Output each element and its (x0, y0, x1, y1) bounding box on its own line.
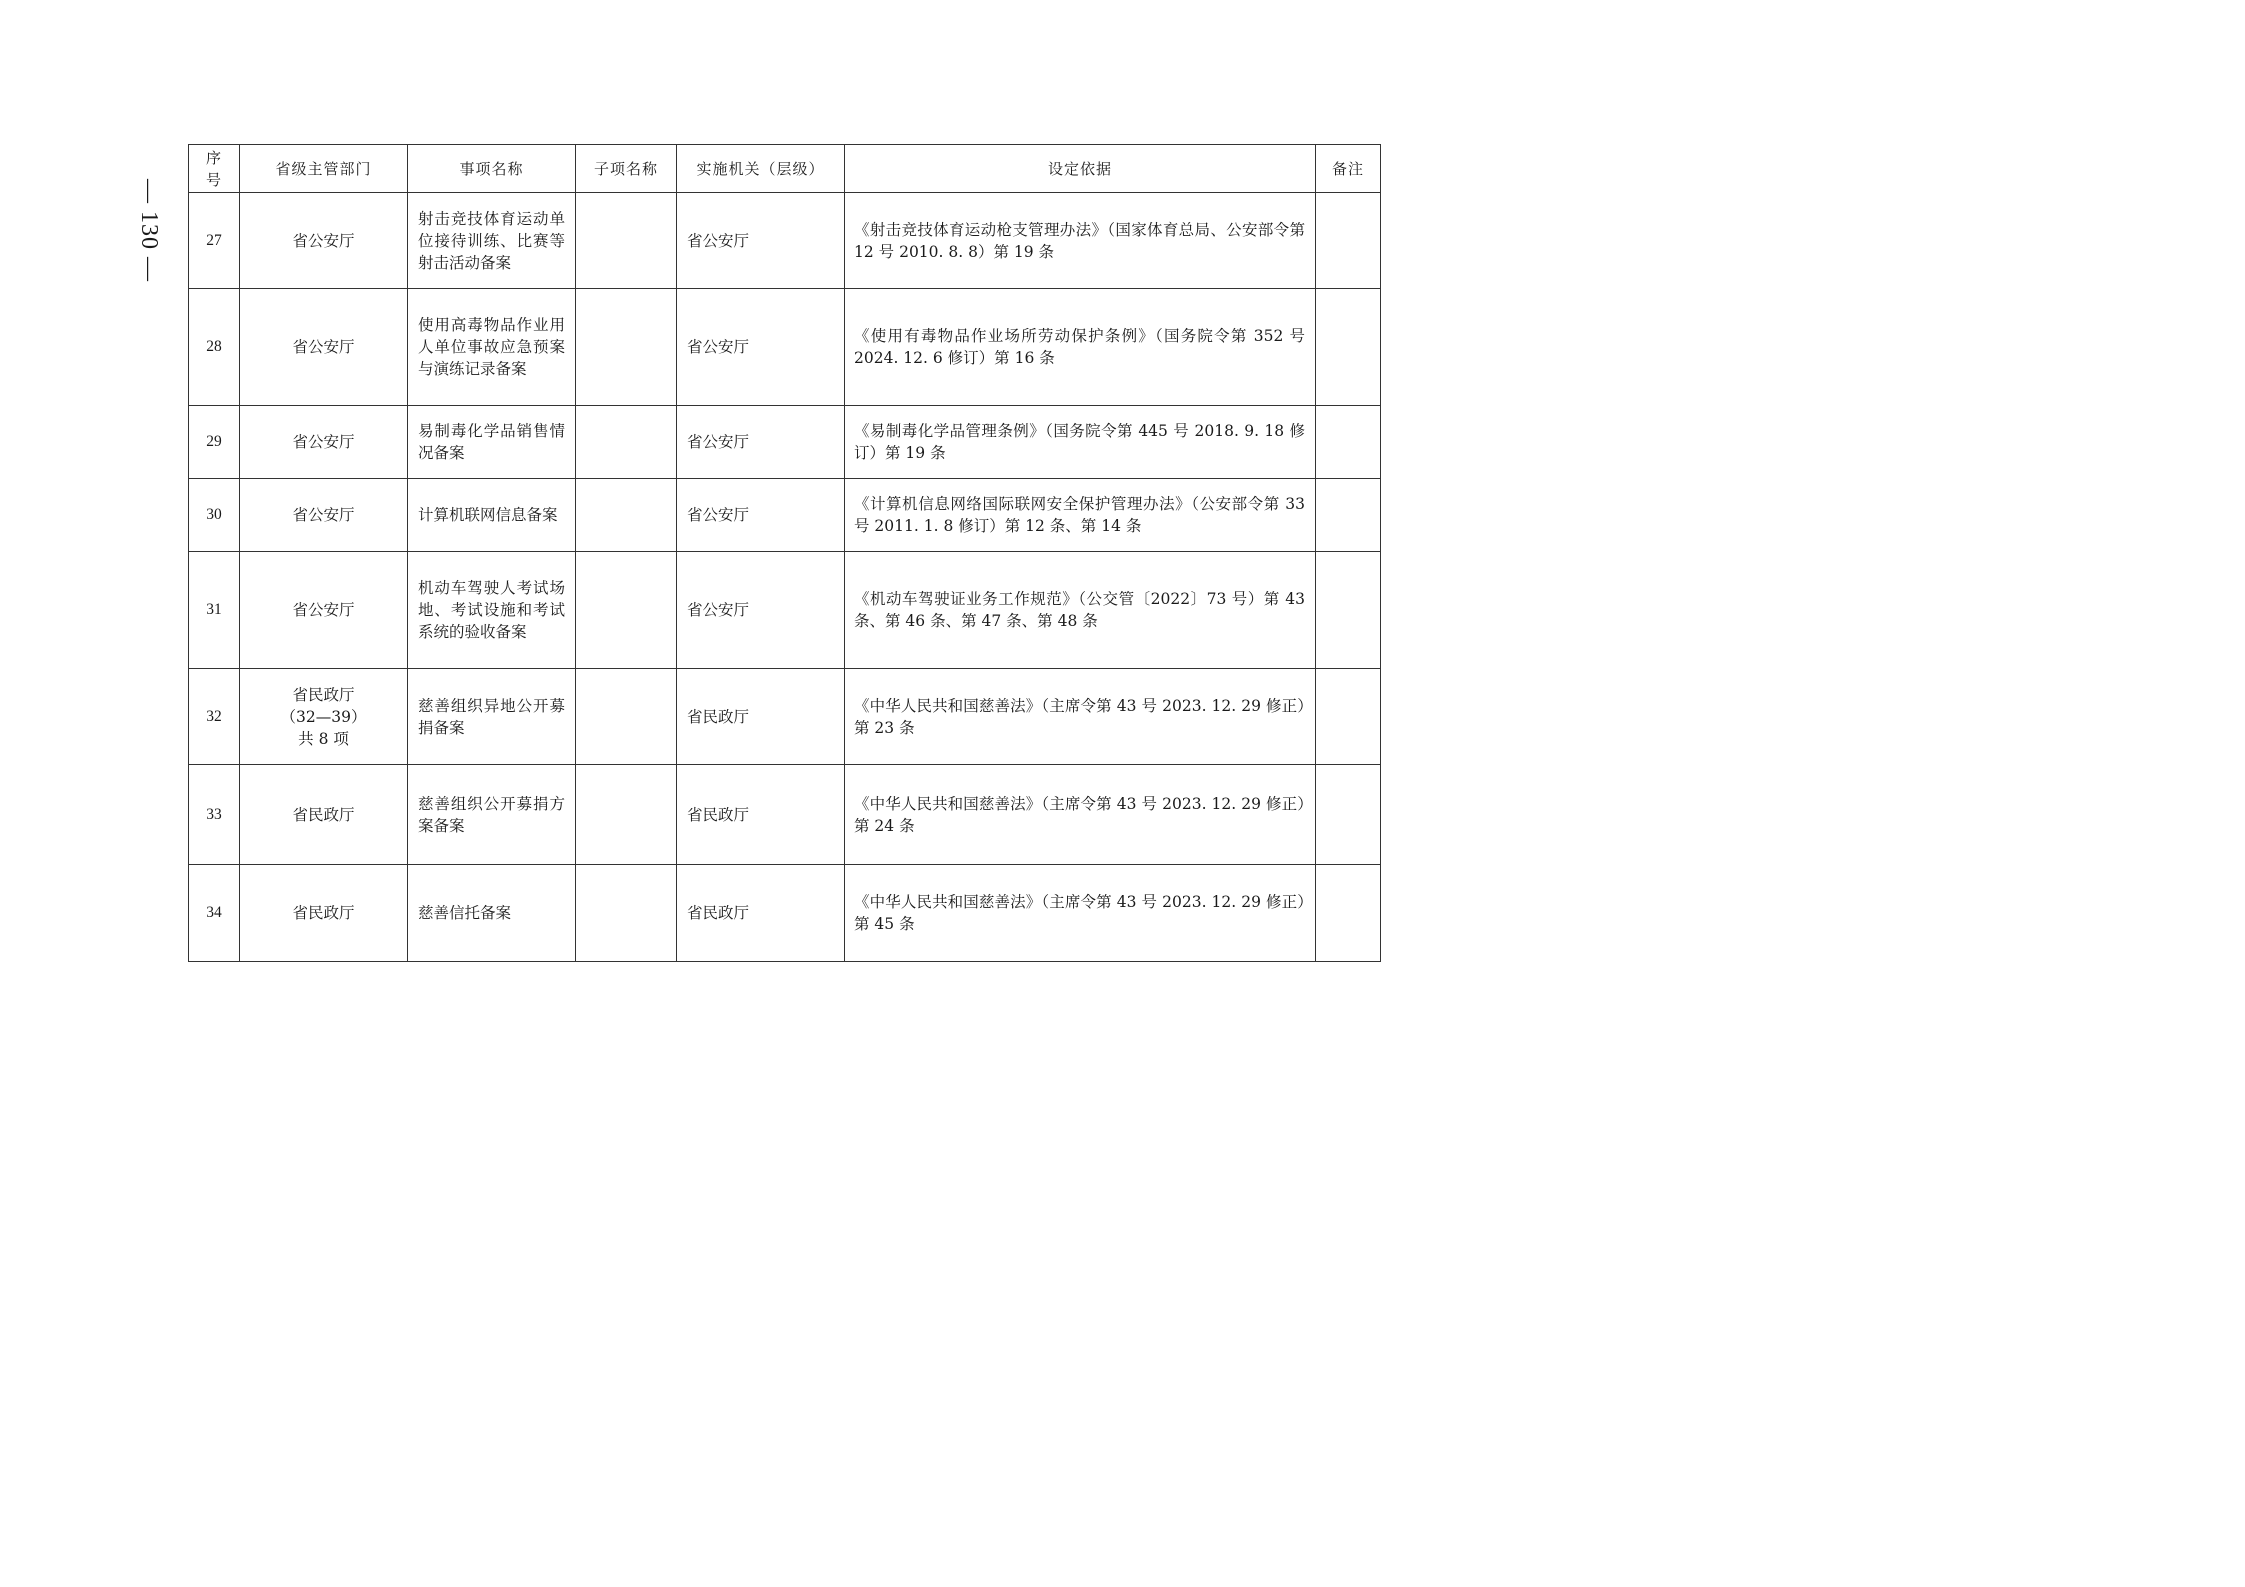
cell-note (1316, 669, 1381, 765)
table-row (189, 865, 1381, 962)
cell-dept: 省民政厅 (240, 765, 408, 865)
cell-dept-count: 共 8 项 (298, 729, 349, 748)
cell-dept: 省民政厅 (240, 865, 408, 962)
cell-note (1316, 289, 1381, 406)
cell-basis: 《使用有毒物品作业场所劳动保护条例》（国务院令第 352 号 2024. 12. 6 修订）第 16 条 (845, 289, 1316, 406)
cell-note (1316, 406, 1381, 479)
cell-seq: 29 (189, 406, 240, 479)
cell-dept-group (240, 669, 408, 765)
table-row (189, 479, 1381, 552)
table-row (189, 765, 1381, 865)
cell-item: 计算机联网信息备案 (408, 479, 576, 552)
cell-seq: 28 (189, 289, 240, 406)
table-header-row (189, 145, 1381, 193)
cell-basis: 《中华人民共和国慈善法》（主席令第 43 号 2023. 12. 29 修正）第 24 条 (845, 765, 1316, 865)
cell-basis: 《计算机信息网络国际联网安全保护管理办法》（公安部令第 33 号 2011. 1. 8 修订）第 12 条、第 14 条 (845, 479, 1316, 552)
cell-dept: 省公安厅 (240, 193, 408, 289)
header-dept: 省级主管部门 (240, 145, 408, 193)
cell-sub (576, 552, 677, 669)
table-row (189, 669, 1381, 765)
cell-basis: 《机动车驾驶证业务工作规范》（公交管〔2022〕73 号）第 43 条、第 46 条、第 47 条、第 48 条 (845, 552, 1316, 669)
cell-basis: 《易制毒化学品管理条例》（国务院令第 445 号 2018. 9. 18 修订）第 19 条 (845, 406, 1316, 479)
cell-note (1316, 552, 1381, 669)
cell-seq: 30 (189, 479, 240, 552)
cell-seq: 32 (189, 669, 240, 765)
header-note: 备注 (1316, 145, 1381, 193)
cell-agency: 省民政厅 (677, 765, 845, 865)
cell-dept: 省公安厅 (240, 479, 408, 552)
cell-sub (576, 865, 677, 962)
cell-agency: 省公安厅 (677, 289, 845, 406)
cell-sub (576, 193, 677, 289)
cell-dept: 省公安厅 (240, 552, 408, 669)
cell-note (1316, 865, 1381, 962)
cell-item: 慈善信托备案 (408, 865, 576, 962)
cell-sub (576, 669, 677, 765)
cell-note (1316, 765, 1381, 865)
cell-agency: 省公安厅 (677, 193, 845, 289)
items-table (188, 144, 1381, 962)
header-seq: 序号 (189, 145, 240, 193)
cell-item: 射击竞技体育运动单位接待训练、比赛等射击活动备案 (408, 193, 576, 289)
cell-item: 机动车驾驶人考试场地、考试设施和考试系统的验收备案 (408, 552, 576, 669)
cell-sub (576, 289, 677, 406)
cell-sub (576, 479, 677, 552)
cell-item: 慈善组织公开募捐方案备案 (408, 765, 576, 865)
header-basis: 设定依据 (845, 145, 1316, 193)
page-number (128, 172, 168, 288)
cell-dept: 省民政厅 (292, 685, 355, 704)
table-row (189, 552, 1381, 669)
cell-basis: 《射击竞技体育运动枪支管理办法》（国家体育总局、公安部令第 12 号 2010. 8. 8）第 19 条 (845, 193, 1316, 289)
header-agency: 实施机关（层级） (677, 145, 845, 193)
cell-seq: 31 (189, 552, 240, 669)
cell-basis: 《中华人民共和国慈善法》（主席令第 43 号 2023. 12. 29 修正）第 23 条 (845, 669, 1316, 765)
table-row (189, 406, 1381, 479)
cell-note (1316, 479, 1381, 552)
header-sub: 子项名称 (576, 145, 677, 193)
table-row (189, 193, 1381, 289)
page-number-text: — 130 — (135, 178, 162, 282)
cell-item: 使用高毒物品作业用人单位事故应急预案与演练记录备案 (408, 289, 576, 406)
cell-agency: 省公安厅 (677, 406, 845, 479)
table-row (189, 289, 1381, 406)
cell-dept-range: （32—39） (280, 707, 367, 726)
cell-seq: 34 (189, 865, 240, 962)
cell-dept: 省公安厅 (240, 406, 408, 479)
cell-item: 慈善组织异地公开募捐备案 (408, 669, 576, 765)
cell-agency: 省公安厅 (677, 552, 845, 669)
cell-basis: 《中华人民共和国慈善法》（主席令第 43 号 2023. 12. 29 修正）第 45 条 (845, 865, 1316, 962)
cell-note (1316, 193, 1381, 289)
cell-dept: 省公安厅 (240, 289, 408, 406)
cell-sub (576, 765, 677, 865)
cell-seq: 33 (189, 765, 240, 865)
cell-item: 易制毒化学品销售情况备案 (408, 406, 576, 479)
cell-seq: 27 (189, 193, 240, 289)
cell-agency: 省民政厅 (677, 669, 845, 765)
header-item: 事项名称 (408, 145, 576, 193)
cell-agency: 省民政厅 (677, 865, 845, 962)
cell-sub (576, 406, 677, 479)
cell-agency: 省公安厅 (677, 479, 845, 552)
